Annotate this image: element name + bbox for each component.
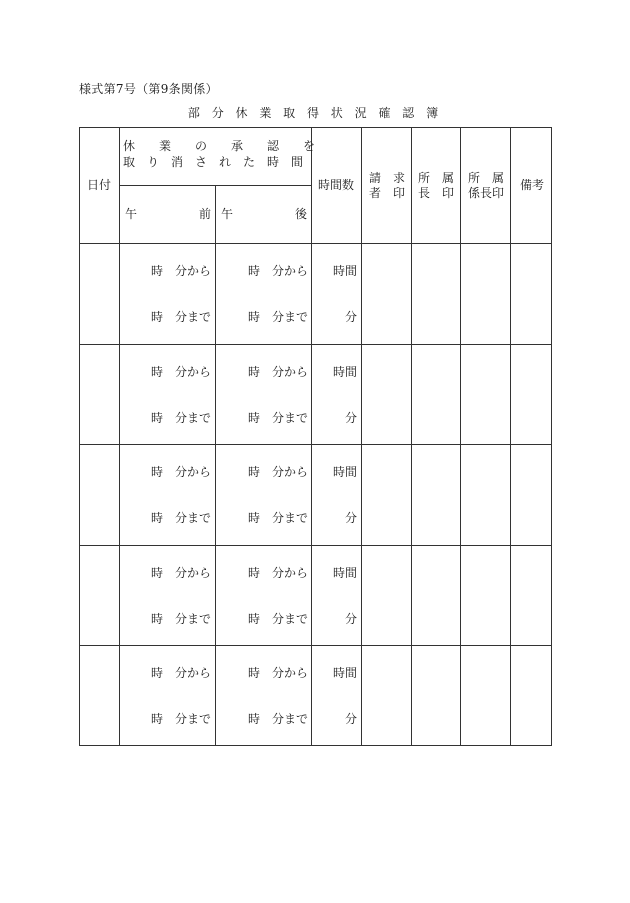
pm-from: 時 分から [248,264,309,278]
header-period-line1: 休 業 の 承 認 を [123,139,316,153]
pm-to: 時 分まで [248,310,309,324]
pm-to: 時 分まで [248,612,309,626]
hours-unit: 時間 [333,264,358,278]
header-requester-line1: 請 求 [369,171,406,185]
pm-from: 時 分から [248,666,309,680]
table-grid-lines [79,127,552,746]
header-section-chief-line2: 係長印 [468,186,505,200]
minutes-unit: 分 [345,511,358,525]
header-chief-line1: 所 属 [418,171,455,185]
hours-unit: 時間 [333,365,358,379]
header-section-chief-line1: 所 属 [468,171,505,185]
header-pm-left: 午 [221,207,234,221]
header-date: 日付 [87,178,112,192]
header-remarks: 備考 [520,178,545,192]
am-to: 時 分まで [151,411,212,425]
am-from: 時 分から [151,465,212,479]
form-number: 様式第7号（第9条関係） [79,82,218,96]
pm-from: 時 分から [248,566,309,580]
minutes-unit: 分 [345,612,358,626]
header-pm-right: 後 [295,207,308,221]
am-from: 時 分から [151,566,212,580]
minutes-unit: 分 [345,411,358,425]
am-to: 時 分まで [151,612,212,626]
header-requester-line2: 者 印 [369,186,406,200]
page-title: 部 分 休 業 取 得 状 況 確 認 簿 [187,106,443,120]
hours-unit: 時間 [333,465,358,479]
am-to: 時 分まで [151,310,212,324]
am-to: 時 分まで [151,511,212,525]
header-hours: 時間数 [318,178,355,192]
am-from: 時 分から [151,264,212,278]
header-am-right: 前 [199,207,212,221]
pm-from: 時 分から [248,365,309,379]
am-from: 時 分から [151,365,212,379]
am-from: 時 分から [151,666,212,680]
hours-unit: 時間 [333,566,358,580]
pm-to: 時 分まで [248,511,309,525]
header-period-line2: 取 り 消 さ れ た 時 間 [123,155,304,169]
minutes-unit: 分 [345,712,358,726]
header-chief-line2: 長 印 [418,186,455,200]
minutes-unit: 分 [345,310,358,324]
hours-unit: 時間 [333,666,358,680]
pm-to: 時 分まで [248,712,309,726]
am-to: 時 分まで [151,712,212,726]
record-table [79,127,552,746]
pm-from: 時 分から [248,465,309,479]
header-am-left: 午 [125,207,138,221]
pm-to: 時 分まで [248,411,309,425]
